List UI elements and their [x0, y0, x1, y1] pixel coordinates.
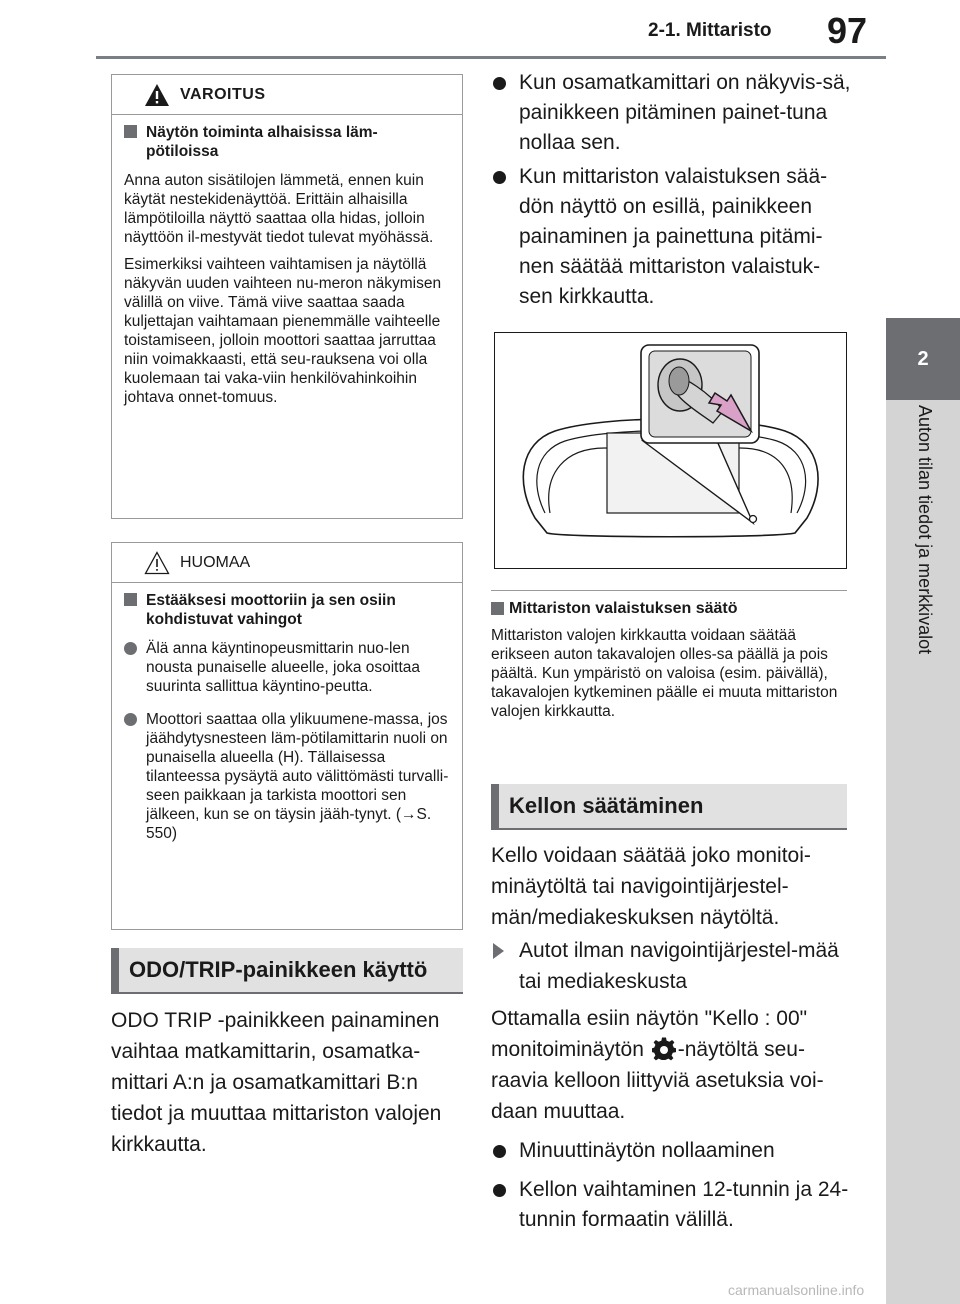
clock-text-after-icon: -näytöltä seu-raavia kelloon liittyviä asetuksia voi-daan muuttaa. [491, 1038, 824, 1123]
note-item: Älä anna käyntinopeusmittarin nuo-len nousta punaiselle alueelle, joka osoittaa suurinta sallittua käyntino-peutta. [124, 639, 450, 696]
warning-icon [144, 83, 170, 107]
caution-icon [144, 551, 170, 575]
bullet-item: Minuuttinäytön nollaaminen [491, 1136, 851, 1166]
warning-subheading: Näytön toiminta alhaisissa läm- pötiloissa [124, 123, 450, 161]
section-title: 2-1. Mittaristo [648, 20, 772, 41]
header-divider [96, 56, 886, 59]
warning-title: VAROITUS [180, 86, 266, 103]
page-header [0, 0, 960, 58]
chapter-tab: 2 [886, 318, 960, 400]
clock-intro: Kello voidaan säätää joko monitoi-minäytöltä tai navigointijärjestel-män/mediakeskuksen näytöltä. [491, 844, 811, 929]
note-subheading: Estääksesi moottoriin ja sen osiin kohdistuvat vahingot [124, 591, 450, 629]
note-title: HUOMAA [180, 554, 251, 571]
bullet-item: Kellon vaihtaminen 12-tunnin ja 24-tunnin formaatin välillä. [491, 1175, 851, 1235]
warning-box [111, 74, 463, 519]
clock-text-before-icon: Ottamalla esiin näytön "Kello : 00" monitoiminäytön [491, 1007, 808, 1061]
bullet-item: Kun mittariston valaistuksen sää-dön näyttö on esillä, painikkeen painaminen ja painettuna pitämi-nen säätää mittariston valaistuk-sen kirkkautta. [491, 162, 851, 312]
arrow-item: Autot ilman navigointijärjestel-mää tai mediakeskusta [491, 935, 851, 997]
warning-header [112, 75, 462, 115]
note-item: Moottori saattaa olla ylikuumene-massa, jos jäähdytysnesteen läm-pötilamittarin nuoli on punaisella alueella (H). Tällaisessa tilanteessa pysäytä auto välittömästi turvalli-seen paikkaan ja tarkista moottori sen jälkeen, kun se on täysin jääh-tynyt. (→S. 550) [124, 710, 450, 843]
bullet-item: Kun osamatkamittari on näkyvis-sä, painikkeen pitäminen painet-tuna nollaa sen. [491, 68, 851, 158]
note-header [112, 543, 462, 583]
warning-paragraph: Esimerkiksi vaihteen vaihtamisen ja näytöllä näkyvän uuden vaihteen nu-meron näkymisen välillä on viive. Tämä viive saattaa saada kuljettajan vaihtamaan pienemmälle vaihteelle toistamiseen, jolloin moottori saattaa jarruttaa niin voimakkaasti, että seu-rauksena voi olla kuolemaan tai vaka-viin henkilövahinkoihin johtava onnet-tomuus. [124, 256, 442, 406]
instrument-cluster-illustration [494, 332, 847, 569]
watermark: carmanualsonline.info [728, 1282, 865, 1298]
warning-paragraph: Anna auton sisätilojen lämmetä, ennen kuin käytät nestekidenäyttöä. Erittäin alhaisilla lämpötiloilla näyttö saattaa olla hidas, jolloin näyttöön il-mestyvät tiedot tulevat myöhässä. [124, 172, 434, 246]
clock-section-heading: Kellon säätäminen [491, 784, 847, 830]
brightness-text: Mittariston valojen kirkkautta voidaan säätää erikseen auton takavalojen olles-sa päällä ja pois päältä. Kun ympäristö on valoisa (esim. päivällä), takavalojen kytkeminen päälle ei muuta mittariston valojen kirkkautta. [491, 627, 838, 720]
chapter-label-wrap [886, 405, 960, 715]
chapter-label: Auton tilan tiedot ja merkkivalot [915, 405, 935, 655]
cluster-drawing [495, 333, 846, 568]
clock-settings-text [491, 1003, 853, 1127]
page-number: 97 [827, 10, 868, 51]
odo-section-text: ODO TRIP -painikkeen painaminen vaihtaa matkamittarin, osamatka-mittari A:n ja osamatkamittari B:n tiedot ja muuttaa mittariston valojen kirkkautta. [111, 1009, 442, 1156]
odo-section-heading: ODO/TRIP-painikkeen käyttö [111, 948, 463, 994]
section-divider [491, 590, 847, 591]
gear-icon [652, 1037, 676, 1061]
note-box [111, 542, 463, 930]
brightness-heading: Mittariston valaistuksen säätö [491, 600, 738, 618]
